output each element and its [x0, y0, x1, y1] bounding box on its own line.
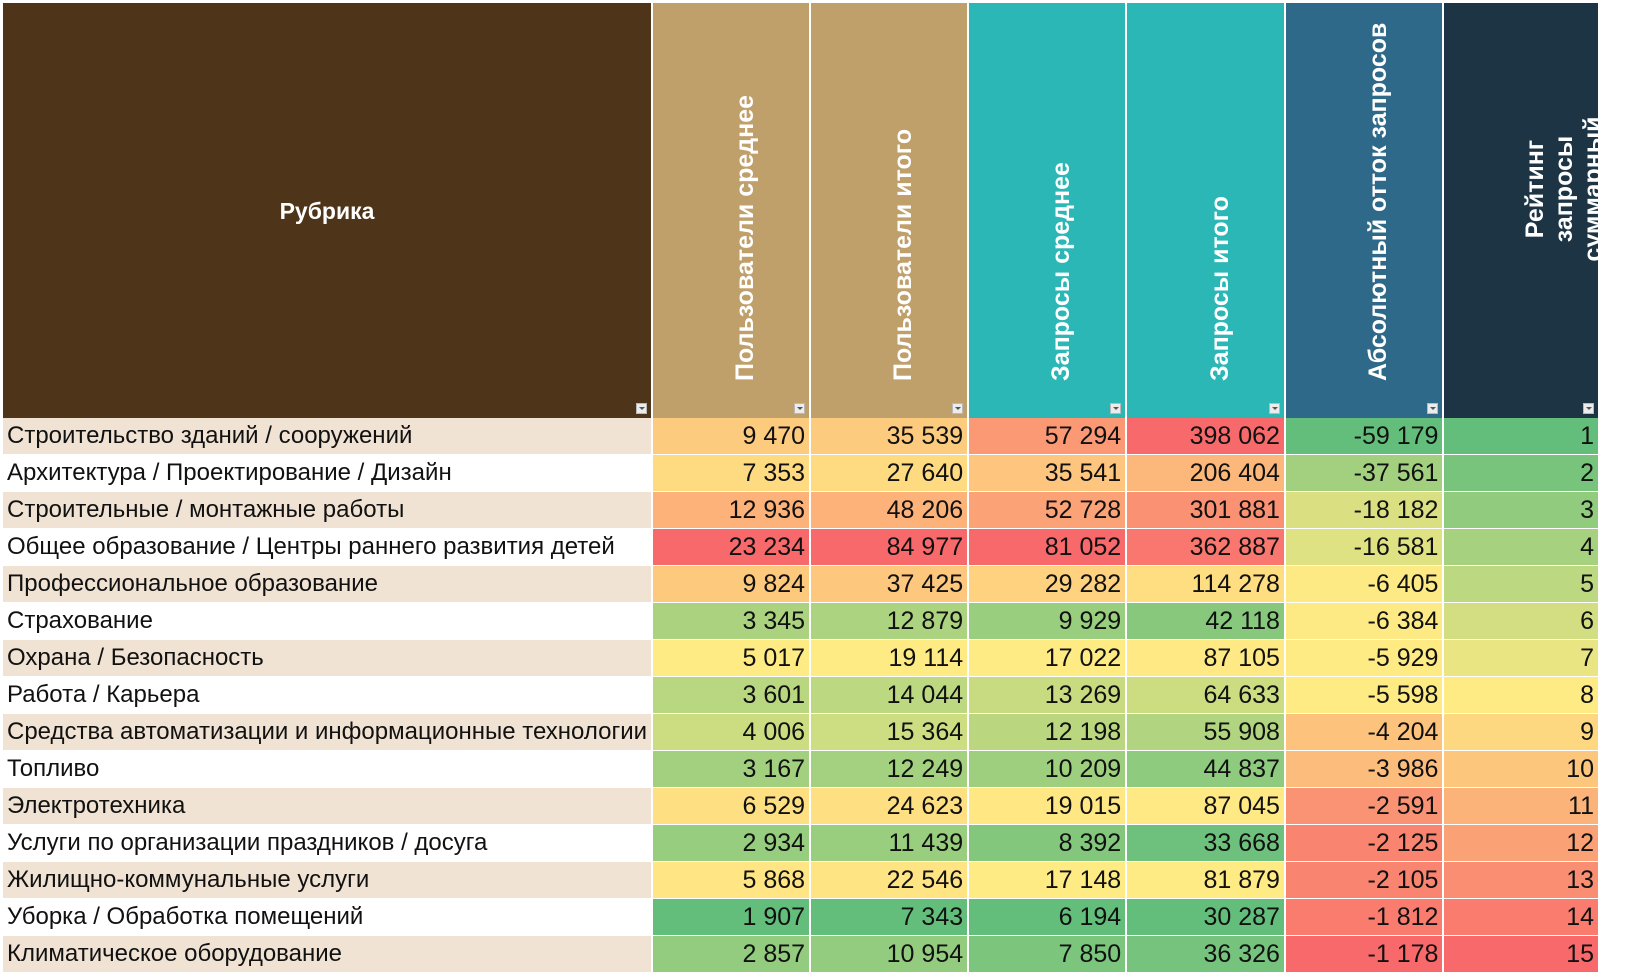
cell-abs-churn[interactable]: -1 812 [1285, 899, 1443, 936]
table-row [3, 751, 1599, 788]
filter-dropdown-icon[interactable] [1269, 403, 1280, 414]
cell-rating[interactable]: 15 [1443, 936, 1599, 973]
cell-rating[interactable]: 1 [1443, 418, 1599, 455]
cell-req-total[interactable]: 36 326 [1126, 936, 1285, 973]
column-header-users-avg[interactable] [652, 3, 810, 418]
cell-req-avg[interactable]: 57 294 [968, 418, 1126, 455]
cell-req-avg[interactable]: 52 728 [968, 492, 1126, 529]
cell-abs-churn[interactable]: -3 986 [1285, 751, 1443, 788]
cell-req-avg[interactable]: 10 209 [968, 751, 1126, 788]
cell-abs-churn[interactable]: -2 591 [1285, 788, 1443, 825]
cell-rubric[interactable]: Топливо [3, 751, 652, 788]
column-header-label: Пользователи среднее [731, 94, 760, 381]
cell-req-total[interactable]: 362 887 [1126, 529, 1285, 566]
column-header-label: Рубрика [279, 198, 375, 224]
column-header-rubric[interactable] [3, 3, 652, 418]
cell-users-avg[interactable]: 5 017 [652, 640, 810, 677]
cell-users-avg[interactable]: 7 353 [652, 455, 810, 492]
filter-dropdown-icon[interactable] [1583, 403, 1594, 414]
table-row [3, 603, 1599, 640]
cell-rating[interactable]: 11 [1443, 788, 1599, 825]
cell-req-avg[interactable]: 17 022 [968, 640, 1126, 677]
cell-rating[interactable]: 5 [1443, 566, 1599, 603]
filter-dropdown-icon[interactable] [1110, 403, 1121, 414]
cell-rating[interactable]: 7 [1443, 640, 1599, 677]
cell-rating[interactable]: 12 [1443, 825, 1599, 862]
column-header-absolute-churn[interactable] [1285, 3, 1443, 418]
cell-users-avg[interactable]: 23 234 [652, 529, 810, 566]
table-row [3, 418, 1599, 455]
cell-rubric[interactable]: Средства автоматизации и информационные технологии [3, 714, 652, 751]
table-row [3, 936, 1599, 973]
cell-users-total[interactable]: 14 044 [810, 677, 968, 714]
filter-dropdown-icon[interactable] [794, 403, 805, 414]
cell-req-total[interactable]: 87 105 [1126, 640, 1285, 677]
cell-rubric[interactable]: Работа / Карьера [3, 677, 652, 714]
cell-rating[interactable]: 10 [1443, 751, 1599, 788]
cell-users-avg[interactable]: 9 824 [652, 566, 810, 603]
cell-users-total[interactable]: 19 114 [810, 640, 968, 677]
cell-req-total[interactable]: 42 118 [1126, 603, 1285, 640]
column-header-label: Запросы итого [1205, 196, 1234, 381]
cell-rubric[interactable]: Строительство зданий / сооружений [3, 418, 652, 455]
cell-rating[interactable]: 9 [1443, 714, 1599, 751]
filter-dropdown-icon[interactable] [1427, 403, 1438, 414]
cell-req-total[interactable]: 114 278 [1126, 566, 1285, 603]
cell-rubric[interactable]: Электротехника [3, 788, 652, 825]
cell-users-total[interactable]: 35 539 [810, 418, 968, 455]
filter-dropdown-icon[interactable] [636, 403, 647, 414]
cell-users-total[interactable]: 15 364 [810, 714, 968, 751]
table-row [3, 825, 1599, 862]
cell-abs-churn[interactable]: -2 105 [1285, 862, 1443, 899]
cell-req-total[interactable]: 55 908 [1126, 714, 1285, 751]
column-header-users-total[interactable] [810, 3, 968, 418]
cell-rubric[interactable]: Страхование [3, 603, 652, 640]
cell-rubric[interactable]: Жилищно-коммунальные услуги [3, 862, 652, 899]
cell-req-total[interactable]: 398 062 [1126, 418, 1285, 455]
cell-req-avg[interactable]: 7 850 [968, 936, 1126, 973]
cell-abs-churn[interactable]: -59 179 [1285, 418, 1443, 455]
table-row [3, 862, 1599, 899]
table-row [3, 455, 1599, 492]
cell-req-avg[interactable]: 9 929 [968, 603, 1126, 640]
cell-users-total[interactable]: 27 640 [810, 455, 968, 492]
cell-users-total[interactable]: 12 249 [810, 751, 968, 788]
table-row [3, 788, 1599, 825]
table-row [3, 899, 1599, 936]
table-row [3, 566, 1599, 603]
cell-users-total[interactable]: 10 954 [810, 936, 968, 973]
cell-rating[interactable]: 3 [1443, 492, 1599, 529]
table-row [3, 529, 1599, 566]
column-header-rating[interactable] [1443, 3, 1637, 418]
cell-rating[interactable]: 4 [1443, 529, 1599, 566]
column-header-label: Рейтинг запросы суммарный отток [1521, 116, 1637, 262]
cell-rubric[interactable]: Услуги по организации праздников / досуга [3, 825, 652, 862]
cell-abs-churn[interactable]: -4 204 [1285, 714, 1443, 751]
cell-abs-churn[interactable]: -37 561 [1285, 455, 1443, 492]
header-row [3, 3, 1599, 418]
cell-abs-churn[interactable]: -16 581 [1285, 529, 1443, 566]
cell-abs-churn[interactable]: -6 384 [1285, 603, 1443, 640]
cell-req-total[interactable]: 64 633 [1126, 677, 1285, 714]
cell-abs-churn[interactable]: -5 929 [1285, 640, 1443, 677]
cell-users-avg[interactable]: 9 470 [652, 418, 810, 455]
cell-users-avg[interactable]: 3 345 [652, 603, 810, 640]
table-row [3, 640, 1599, 677]
cell-rubric[interactable]: Архитектура / Проектирование / Дизайн [3, 455, 652, 492]
cell-rubric[interactable]: Климатическое оборудование [3, 936, 652, 973]
cell-req-avg[interactable]: 12 198 [968, 714, 1126, 751]
cell-abs-churn[interactable]: -5 598 [1285, 677, 1443, 714]
cell-rubric[interactable]: Охрана / Безопасность [3, 640, 652, 677]
cell-req-avg[interactable]: 19 015 [968, 788, 1126, 825]
cell-req-total[interactable]: 44 837 [1126, 751, 1285, 788]
cell-rating[interactable]: 13 [1443, 862, 1599, 899]
cell-users-avg[interactable]: 2 857 [652, 936, 810, 973]
table-row [3, 492, 1599, 529]
cell-req-avg[interactable]: 29 282 [968, 566, 1126, 603]
cell-users-total[interactable]: 84 977 [810, 529, 968, 566]
cell-rubric[interactable]: Профессиональное образование [3, 566, 652, 603]
cell-users-avg[interactable]: 2 934 [652, 825, 810, 862]
cell-rubric[interactable]: Общее образование / Центры раннего развития детей [3, 529, 652, 566]
cell-rating[interactable]: 2 [1443, 455, 1599, 492]
cell-users-total[interactable]: 37 425 [810, 566, 968, 603]
cell-req-total[interactable]: 87 045 [1126, 788, 1285, 825]
cell-req-avg[interactable]: 8 392 [968, 825, 1126, 862]
cell-req-total[interactable]: 301 881 [1126, 492, 1285, 529]
cell-users-total[interactable]: 11 439 [810, 825, 968, 862]
cell-users-total[interactable]: 12 879 [810, 603, 968, 640]
cell-rubric[interactable]: Уборка / Обработка помещений [3, 899, 652, 936]
cell-users-avg[interactable]: 4 006 [652, 714, 810, 751]
cell-users-avg[interactable]: 5 868 [652, 862, 810, 899]
cell-req-avg[interactable]: 17 148 [968, 862, 1126, 899]
cell-rating[interactable]: 14 [1443, 899, 1599, 936]
cell-req-avg[interactable]: 13 269 [968, 677, 1126, 714]
cell-req-total[interactable]: 30 287 [1126, 899, 1285, 936]
cell-rating[interactable]: 8 [1443, 677, 1599, 714]
cell-req-avg[interactable]: 81 052 [968, 529, 1126, 566]
data-table [3, 3, 1637, 973]
table-row [3, 677, 1599, 714]
cell-users-total[interactable]: 48 206 [810, 492, 968, 529]
cell-rating[interactable]: 6 [1443, 603, 1599, 640]
cell-users-avg[interactable]: 6 529 [652, 788, 810, 825]
cell-req-total[interactable]: 81 879 [1126, 862, 1285, 899]
cell-abs-churn[interactable]: -6 405 [1285, 566, 1443, 603]
cell-req-avg[interactable]: 6 194 [968, 899, 1126, 936]
column-header-label: Пользователи итого [889, 128, 918, 381]
cell-users-total[interactable]: 24 623 [810, 788, 968, 825]
cell-users-total[interactable]: 7 343 [810, 899, 968, 936]
column-header-requests-total[interactable] [1126, 3, 1285, 418]
column-header-requests-avg[interactable] [968, 3, 1126, 418]
cell-rubric[interactable]: Строительные / монтажные работы [3, 492, 652, 529]
cell-req-avg[interactable]: 35 541 [968, 455, 1126, 492]
cell-users-total[interactable]: 22 546 [810, 862, 968, 899]
cell-users-avg[interactable]: 12 936 [652, 492, 810, 529]
table-row [3, 714, 1599, 751]
column-header-label: Абсолютный отток запросов [1364, 22, 1393, 381]
cell-users-avg[interactable]: 1 907 [652, 899, 810, 936]
cell-abs-churn[interactable]: -2 125 [1285, 825, 1443, 862]
cell-abs-churn[interactable]: -18 182 [1285, 492, 1443, 529]
cell-abs-churn[interactable]: -1 178 [1285, 936, 1443, 973]
filter-dropdown-icon[interactable] [952, 403, 963, 414]
cell-req-total[interactable]: 33 668 [1126, 825, 1285, 862]
column-header-label: Запросы среднее [1047, 162, 1076, 381]
cell-users-avg[interactable]: 3 167 [652, 751, 810, 788]
cell-users-avg[interactable]: 3 601 [652, 677, 810, 714]
cell-req-total[interactable]: 206 404 [1126, 455, 1285, 492]
